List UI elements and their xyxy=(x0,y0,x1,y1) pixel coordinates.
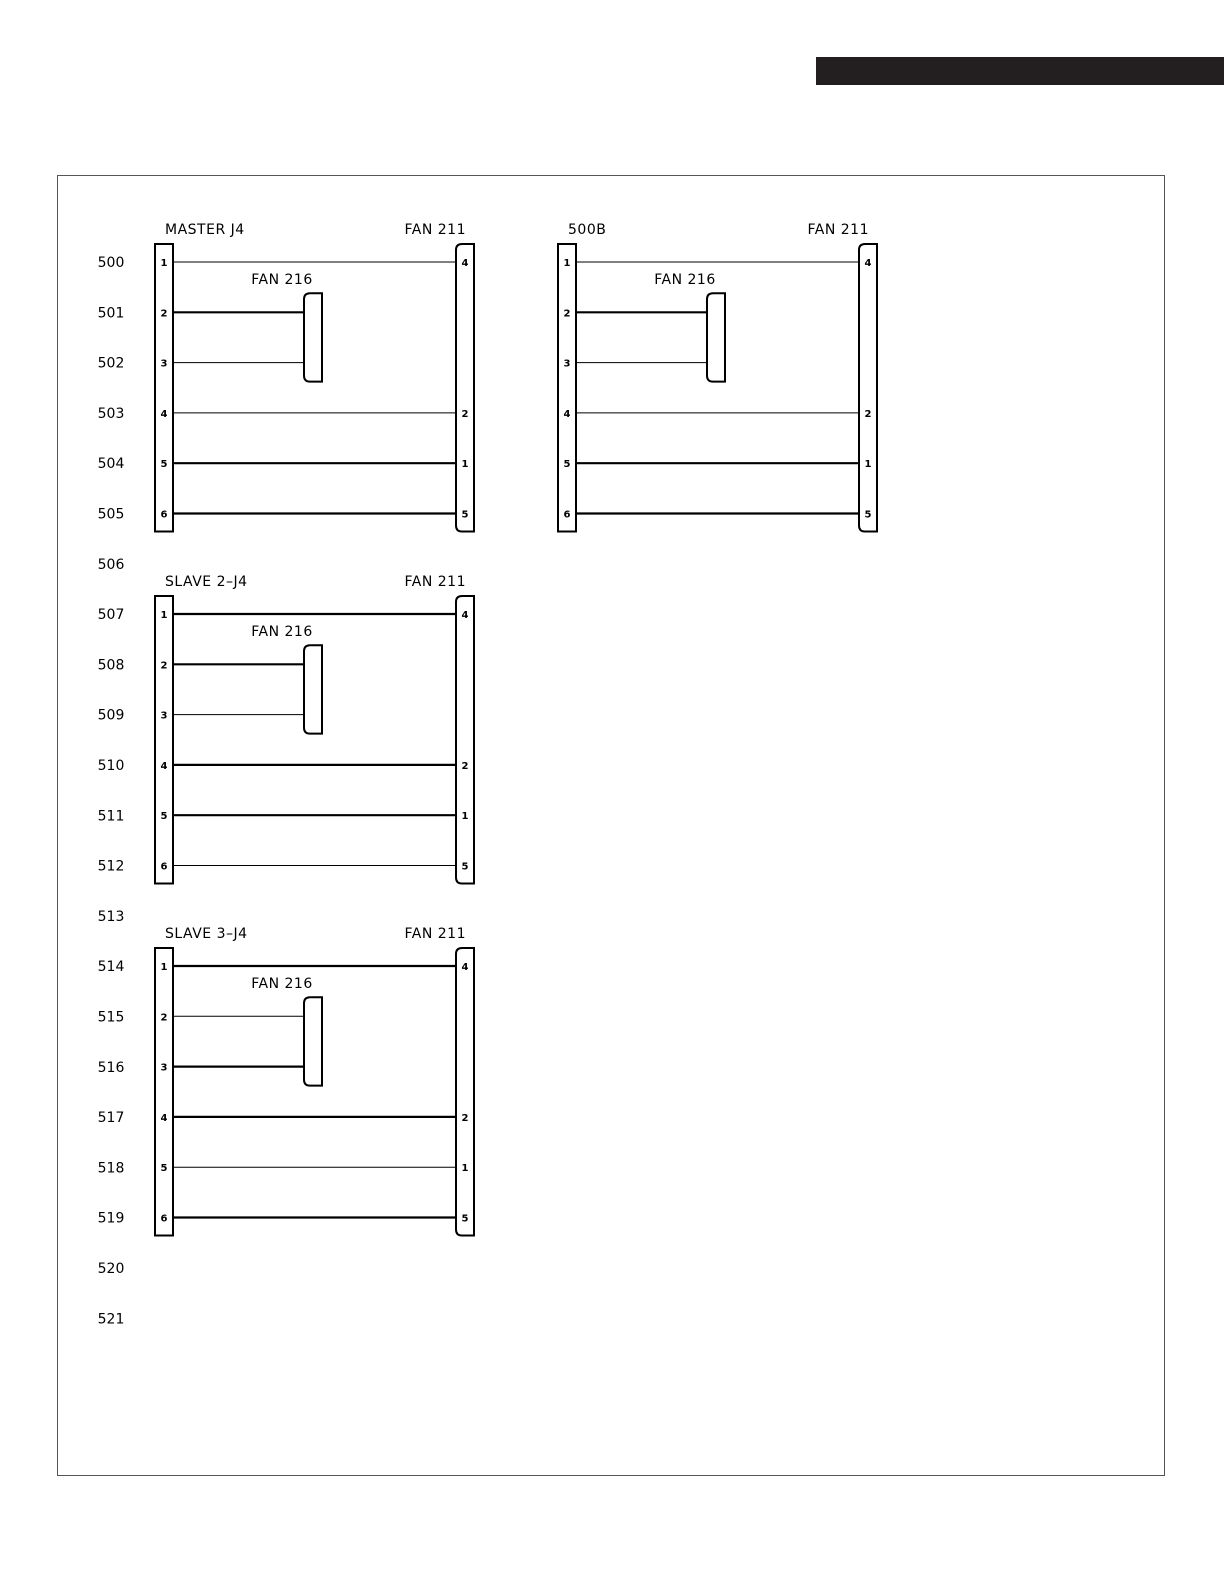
right-connector-label: FAN 211 xyxy=(807,222,869,238)
left-pin-number: 5 xyxy=(160,459,168,471)
left-pin-number: 2 xyxy=(563,308,571,320)
right-pin-number: 2 xyxy=(461,760,469,772)
right-pin-number: 1 xyxy=(461,459,469,471)
line-number-column xyxy=(98,255,125,1327)
line-number: 518 xyxy=(97,1160,125,1177)
right-pin-number: 4 xyxy=(864,258,872,269)
line-number: 508 xyxy=(97,657,125,674)
right-connector-body xyxy=(456,244,474,532)
right-connector-label: FAN 211 xyxy=(404,574,466,590)
middle-connector-body xyxy=(707,293,725,381)
left-pin-number: 6 xyxy=(160,1213,168,1225)
middle-connector-label: FAN 216 xyxy=(251,976,313,992)
left-pin-number: 3 xyxy=(160,358,168,370)
left-pin-number: 6 xyxy=(563,509,571,521)
right-connector-body xyxy=(456,948,474,1236)
right-pin-number: 5 xyxy=(864,509,872,521)
connector-blocks xyxy=(155,222,877,1236)
line-number: 515 xyxy=(97,1009,125,1026)
right-pin-number: 4 xyxy=(461,610,469,621)
left-pin-number: 1 xyxy=(563,258,571,269)
line-number: 510 xyxy=(97,758,125,774)
right-pin-number: 5 xyxy=(461,861,469,873)
right-connector-label: FAN 211 xyxy=(404,926,466,942)
left-pin-number: 4 xyxy=(160,760,168,772)
middle-connector-label: FAN 216 xyxy=(251,272,313,288)
middle-connector-label: FAN 216 xyxy=(251,624,313,640)
left-pin-number: 5 xyxy=(160,811,168,823)
line-number: 503 xyxy=(97,405,125,422)
line-number: 509 xyxy=(97,707,125,724)
middle-connector-body xyxy=(304,293,322,381)
line-number: 506 xyxy=(97,556,125,573)
line-number: 512 xyxy=(97,858,125,875)
left-connector-body xyxy=(155,244,173,532)
connector-block xyxy=(155,574,474,884)
right-pin-number: 2 xyxy=(864,408,872,420)
connector-block xyxy=(155,926,474,1236)
line-number: 500 xyxy=(97,255,125,271)
left-connector-label: MASTER J4 xyxy=(165,222,245,238)
line-number: 501 xyxy=(97,305,125,322)
line-number: 502 xyxy=(97,355,125,372)
left-pin-number: 6 xyxy=(160,509,168,521)
left-pin-number: 1 xyxy=(160,258,168,269)
line-number: 520 xyxy=(97,1261,125,1277)
right-pin-number: 4 xyxy=(461,258,469,269)
left-pin-number: 4 xyxy=(563,408,571,420)
right-pin-number: 1 xyxy=(461,811,469,823)
right-pin-number: 2 xyxy=(461,408,469,420)
right-connector-body xyxy=(859,244,877,532)
left-pin-number: 3 xyxy=(563,358,571,370)
right-pin-number: 1 xyxy=(461,1163,469,1175)
line-number: 507 xyxy=(97,607,125,624)
right-pin-number: 5 xyxy=(461,509,469,521)
middle-connector-body xyxy=(304,997,322,1085)
left-pin-number: 3 xyxy=(160,710,168,722)
left-connector-label: SLAVE 2–J4 xyxy=(165,574,248,590)
left-connector-body xyxy=(155,596,173,884)
right-pin-number: 2 xyxy=(461,1112,469,1124)
line-number: 519 xyxy=(97,1210,125,1227)
left-pin-number: 4 xyxy=(160,408,168,420)
connector-block xyxy=(155,222,474,532)
left-pin-number: 2 xyxy=(160,660,168,672)
left-pin-number: 1 xyxy=(160,610,168,621)
connector-block xyxy=(558,222,877,532)
left-connector-body xyxy=(155,948,173,1236)
line-number: 504 xyxy=(97,456,125,473)
line-number: 514 xyxy=(97,959,125,976)
line-number: 517 xyxy=(97,1110,125,1127)
line-number: 511 xyxy=(97,808,125,825)
left-connector-label: SLAVE 3–J4 xyxy=(165,926,248,942)
middle-connector-body xyxy=(304,645,322,733)
right-connector-label: FAN 211 xyxy=(404,222,466,238)
left-pin-number: 1 xyxy=(160,962,168,973)
right-connector-body xyxy=(456,596,474,884)
left-pin-number: 5 xyxy=(563,459,571,471)
left-pin-number: 3 xyxy=(160,1062,168,1074)
left-pin-number: 6 xyxy=(160,861,168,873)
right-pin-number: 1 xyxy=(864,459,872,471)
right-pin-number: 4 xyxy=(461,962,469,973)
line-number: 521 xyxy=(97,1311,125,1328)
line-number: 516 xyxy=(97,1059,125,1076)
left-pin-number: 4 xyxy=(160,1112,168,1124)
line-number: 505 xyxy=(97,506,125,523)
left-connector-body xyxy=(558,244,576,532)
left-pin-number: 2 xyxy=(160,1012,168,1024)
right-pin-number: 5 xyxy=(461,1213,469,1225)
middle-connector-label: FAN 216 xyxy=(654,272,716,288)
left-pin-number: 5 xyxy=(160,1163,168,1175)
line-number: 513 xyxy=(97,908,125,925)
left-pin-number: 2 xyxy=(160,308,168,320)
left-connector-label: 500B xyxy=(568,222,607,238)
